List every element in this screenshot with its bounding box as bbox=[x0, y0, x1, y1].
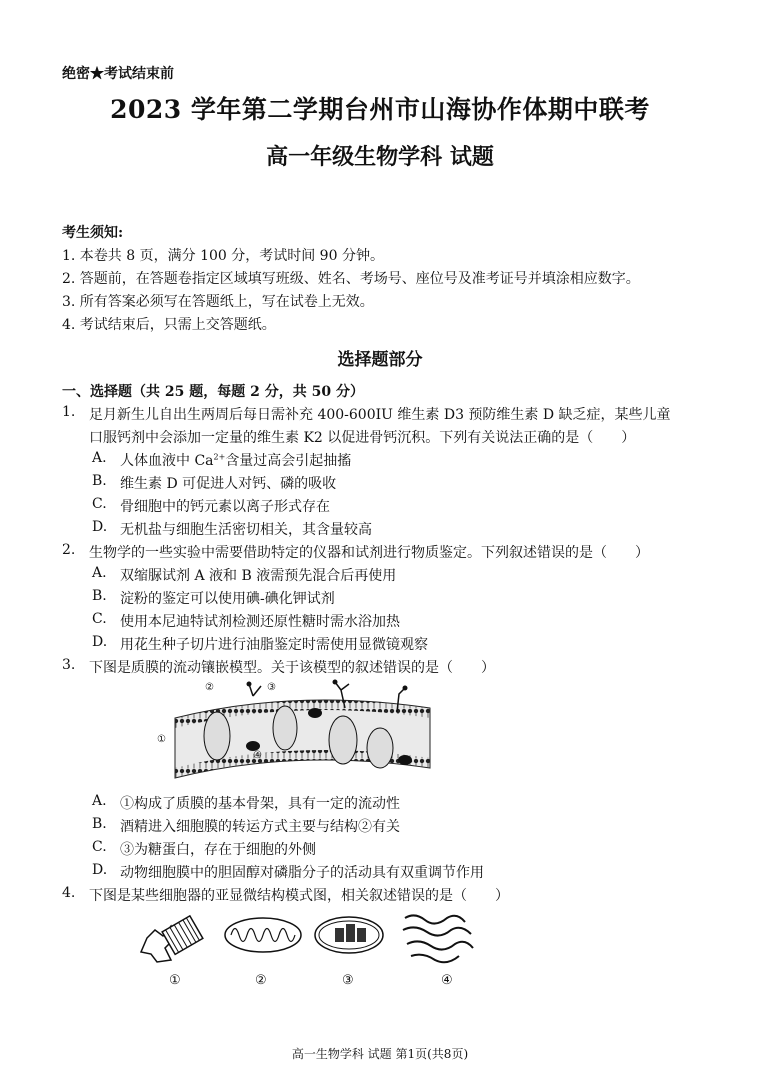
notice-item: 4. 考试结束后，只需上交答题纸。 bbox=[62, 317, 276, 333]
option-label: C. bbox=[92, 611, 107, 627]
option-label: A. bbox=[92, 793, 107, 809]
question-text: 口服钙剂中会添加一定量的维生素 K2 以促进骨钙沉积。下列有关说法正确的是（ ） bbox=[89, 430, 636, 446]
option-label: C. bbox=[92, 839, 107, 855]
figure-label: ④ bbox=[253, 750, 262, 761]
option-text: 用花生种子切片进行油脂鉴定时需使用显微镜观察 bbox=[120, 637, 428, 653]
question-text: 足月新生儿自出生两周后每日需补充 400-600IU 维生素 D3 预防维生素 D 缺乏症，某些儿童 bbox=[89, 407, 671, 423]
option-label: B. bbox=[92, 588, 107, 604]
option-text: 无机盐与细胞生活密切相关，其含量较高 bbox=[120, 522, 372, 538]
option-text: 动物细胞膜中的胆固醇对磷脂分子的活动具有双重调节作用 bbox=[120, 865, 484, 881]
confidential-label: 绝密★考试结束前 bbox=[62, 66, 174, 82]
notice-item: 3. 所有答案必须写在答题纸上，写在试卷上无效。 bbox=[62, 294, 374, 310]
notice-heading: 考生须知: bbox=[62, 225, 124, 241]
membrane-model-figure bbox=[155, 678, 435, 790]
question-text: 生物学的一些实验中需要借助特定的仪器和试剂进行物质鉴定。下列叙述错误的是（ ） bbox=[89, 545, 649, 561]
option-label: D. bbox=[92, 519, 108, 535]
question-number: 2. bbox=[62, 542, 76, 558]
option-label: B. bbox=[92, 473, 107, 489]
figure-label: ③ bbox=[267, 682, 276, 693]
figure-label: ③ bbox=[342, 973, 354, 988]
question-number: 3. bbox=[62, 657, 76, 673]
notice-item: 1. 本卷共 8 页，满分 100 分，考试时间 90 分钟。 bbox=[62, 248, 384, 264]
section-title: 选择题部分 bbox=[337, 350, 423, 370]
option-text: 维生素 D 可促进人对钙、磷的吸收 bbox=[120, 476, 337, 492]
option-text: 骨细胞中的钙元素以离子形式存在 bbox=[120, 499, 330, 515]
figure-label: ① bbox=[157, 734, 166, 745]
exam-title: 2023 学年第二学期台州市山海协作体期中联考 bbox=[110, 95, 650, 124]
option-label: D. bbox=[92, 862, 108, 878]
page-footer: 高一生物学科 试题 第1页(共8页) bbox=[291, 1047, 469, 1061]
exam-subtitle: 高一年级生物学科 试题 bbox=[266, 144, 494, 170]
part-heading: 一、选择题（共 25 题，每题 2 分，共 50 分） bbox=[62, 384, 364, 400]
figure-label: ④ bbox=[441, 973, 453, 988]
question-text: 下图是某些细胞器的亚显微结构模式图，相关叙述错误的是（ ） bbox=[89, 888, 509, 904]
option-label: A. bbox=[92, 450, 107, 466]
question-text: 下图是质膜的流动镶嵌模型。关于该模型的叙述错误的是（ ） bbox=[89, 660, 495, 676]
option-label: A. bbox=[92, 565, 107, 581]
notice-item: 2. 答题前，在答题卷指定区域填写班级、姓名、考场号、座位号及准考证号并填涂相应数字。 bbox=[62, 271, 640, 287]
option-text: 淀粉的鉴定可以使用碘-碘化钾试剂 bbox=[120, 591, 335, 607]
option-text: ③为糖蛋白，存在于细胞的外侧 bbox=[120, 842, 316, 858]
question-number: 1. bbox=[62, 404, 76, 420]
figure-label: ② bbox=[255, 973, 267, 988]
organelles-figure bbox=[135, 908, 505, 990]
option-text: 使用本尼迪特试剂检测还原性糖时需水浴加热 bbox=[120, 614, 400, 630]
option-text: 酒精进入细胞膜的转运方式主要与结构②有关 bbox=[120, 819, 400, 835]
figure-label: ① bbox=[169, 973, 181, 988]
option-label: D. bbox=[92, 634, 108, 650]
question-number: 4. bbox=[62, 885, 76, 901]
option-text: 双缩脲试剂 A 液和 B 液需预先混合后再使用 bbox=[120, 568, 397, 584]
option-text: 人体血液中 $Ca^{2+}$含量过高会引起抽搐 bbox=[120, 452, 352, 469]
figure-label: ② bbox=[205, 682, 214, 693]
option-text: ①构成了质膜的基本骨架，具有一定的流动性 bbox=[120, 796, 400, 812]
option-label: B. bbox=[92, 816, 107, 832]
option-label: C. bbox=[92, 496, 107, 512]
